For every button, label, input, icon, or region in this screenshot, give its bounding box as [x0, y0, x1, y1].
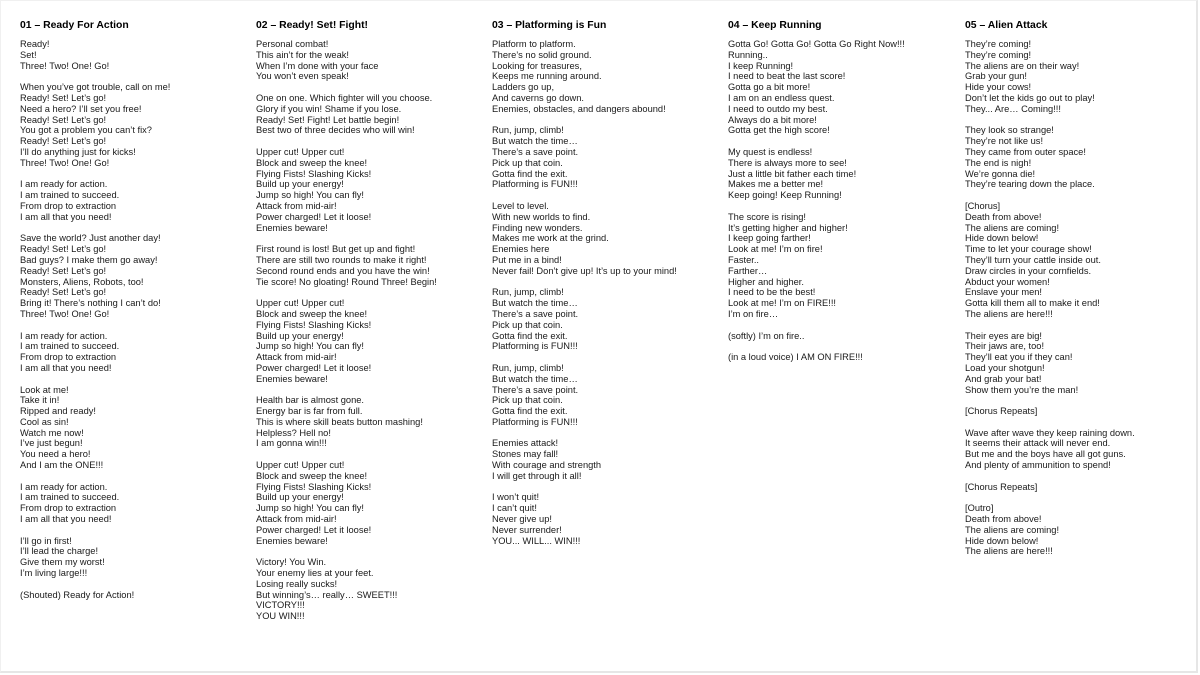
stanza: [965, 39, 1195, 115]
lyric-line: You got a problem you can’t fix?: [20, 125, 152, 136]
lyric-line: Makes me work at the grind.: [492, 233, 609, 244]
lyric-line: I am trained to succeed.: [20, 492, 120, 503]
lyric-line: (Shouted) Ready for Action!: [20, 589, 135, 600]
lyric-line: There’s a save point.: [492, 384, 579, 395]
lyric-line: Gotta find the exit.: [492, 330, 568, 341]
song-title: 05 – Alien Attack: [965, 20, 1048, 31]
lyric-line: Abduct your women!: [965, 276, 1050, 287]
lyric-line: Set!: [20, 49, 37, 60]
lyric-line: Gotta get the high score!: [728, 125, 830, 136]
lyric-line: They... Are… Coming!!!: [965, 103, 1061, 114]
stanza: [256, 244, 486, 287]
lyric-line: I’ll lead the charge!: [20, 546, 99, 557]
stanza: [256, 557, 486, 622]
lyric-line: Cool as sin!: [20, 416, 69, 427]
lyric-line: Look at me! I’m on fire!: [728, 244, 823, 255]
lyric-line: Faster..: [728, 254, 760, 265]
lyric-line: Three! Two! One! Go!: [20, 308, 110, 319]
lyric-line: The aliens are here!!!: [965, 546, 1053, 557]
lyric-line: Load your shotgun!: [965, 362, 1045, 373]
song-column-1: [20, 20, 250, 611]
lyric-line: You need a hero!: [20, 449, 91, 460]
lyric-line: Block and sweep the knee!: [256, 470, 368, 481]
lyric-line: Platforming is FUN!!!: [492, 179, 578, 190]
lyric-line: Looking for treasures,: [492, 60, 582, 71]
lyric-line: Power charged! Let it loose!: [256, 362, 372, 373]
stanza: [728, 39, 958, 136]
lyric-line: Hide down below!: [965, 535, 1039, 546]
lyric-line: They’re coming!: [965, 39, 1032, 49]
lyric-line: I am ready for action.: [20, 481, 108, 492]
lyric-line: They’re coming!: [965, 49, 1032, 60]
lyric-line: Look at me! I’m on FIRE!!!: [728, 298, 836, 309]
lyric-line: Losing really sucks!: [256, 578, 338, 589]
lyric-line: YOU... WILL... WIN!!!: [492, 535, 581, 546]
lyric-line: Ready! Set! Let’s go!: [20, 114, 107, 125]
stanza: [492, 438, 722, 481]
lyric-line: I keep Running!: [728, 60, 794, 71]
lyric-line: There are still two rounds to make it right!: [256, 254, 427, 265]
lyric-line: I need to outdo my best.: [728, 103, 828, 114]
lyric-line: But watch the time…: [492, 136, 578, 147]
lyric-line: This ain’t for the weak!: [256, 49, 350, 60]
lyric-line: Flying Fists! Slashing Kicks!: [256, 481, 372, 492]
lyric-line: The aliens are on their way!: [965, 60, 1080, 71]
lyric-line: I am all that you need!: [20, 514, 112, 525]
lyric-line: The score is rising!: [728, 211, 807, 222]
lyric-line: Stones may fall!: [492, 449, 559, 460]
lyric-line: I’ll go in first!: [20, 535, 72, 546]
lyric-line: Time to let your courage show!: [965, 244, 1092, 255]
lyric-line: Gotta find the exit.: [492, 168, 568, 179]
song-column-3: [492, 20, 722, 557]
song-column-2: [256, 20, 486, 633]
lyric-line: Personal combat!: [256, 39, 329, 49]
lyric-line: I keep going farther!: [728, 233, 811, 244]
lyric-line: Run, jump, climb!: [492, 362, 564, 373]
lyric-line: It’s getting higher and higher!: [728, 222, 848, 233]
song-title: 03 – Platforming is Fun: [492, 20, 607, 31]
lyric-line: Ready! Set! Let’s go!: [20, 136, 107, 147]
lyric-line: Put me in a bind!: [492, 254, 562, 265]
lyric-line: Need a hero? I’ll set you free!: [20, 103, 142, 114]
lyric-line: Health bar is almost gone.: [256, 395, 365, 406]
stanza: [728, 212, 958, 320]
song-column-5: [965, 20, 1195, 568]
stanza: [965, 331, 1195, 396]
lyric-line: Upper cut! Upper cut!: [256, 460, 345, 471]
lyric-line: Ready! Set! Let’s go!: [20, 265, 107, 276]
stanza: [20, 536, 250, 579]
lyric-line: Their eyes are big!: [965, 330, 1042, 341]
stanza: [492, 39, 722, 115]
lyric-line: Ready! Set! Fight! Let battle begin!: [256, 114, 400, 125]
lyric-line: Three! Two! One! Go!: [20, 157, 110, 168]
lyric-line: Platforming is FUN!!!: [492, 341, 578, 352]
lyric-line: They’re not like us!: [965, 136, 1044, 147]
lyric-line: But watch the time…: [492, 373, 578, 384]
lyric-line: The aliens are coming!: [965, 524, 1060, 535]
lyric-line: Jump so high! You can fly!: [256, 190, 365, 201]
lyric-line: Three! Two! One! Go!: [20, 60, 110, 71]
lyric-line: I’m on fire…: [728, 308, 779, 319]
stanza: [256, 460, 486, 546]
stanza: [256, 93, 486, 136]
lyric-line: The aliens are here!!!: [965, 308, 1053, 319]
lyric-line: I need to be the best!: [728, 287, 816, 298]
lyric-line: I’ll do anything just for kicks!: [20, 146, 136, 157]
lyric-line: [Chorus Repeats]: [965, 406, 1038, 417]
lyric-line: Best two of three decides who will win!: [256, 125, 415, 136]
lyric-line: This is where skill beats button mashing!: [256, 416, 423, 427]
lyric-line: Hide down below!: [965, 233, 1039, 244]
lyric-line: My quest is endless!: [728, 146, 813, 157]
lyric-line: Enemies, obstacles, and dangers abound!: [492, 103, 666, 114]
lyric-line: Your enemy lies at your feet.: [256, 568, 374, 579]
lyric-line: Farther…: [728, 265, 768, 276]
lyric-line: There’s a save point.: [492, 146, 579, 157]
lyric-line: Never surrender!: [492, 524, 562, 535]
lyric-line: Flying Fists! Slashing Kicks!: [256, 168, 372, 179]
lyric-line: Enslave your men!: [965, 287, 1042, 298]
lyric-line: First round is lost! But get up and fight!: [256, 244, 416, 255]
lyric-line: They’ll turn your cattle inside out.: [965, 254, 1101, 265]
lyric-line: Pick up that coin.: [492, 395, 563, 406]
lyric-line: Death from above!: [965, 514, 1042, 525]
lyric-line: Energy bar is far from full.: [256, 406, 363, 417]
lyric-line: The end is nigh!: [965, 157, 1032, 168]
song-title: 01 – Ready For Action: [20, 20, 129, 31]
lyric-line: Helpless? Hell no!: [256, 427, 331, 438]
lyric-line: Their jaws are, too!: [965, 341, 1045, 352]
lyric-line: [Chorus Repeats]: [965, 481, 1038, 492]
stanza: [492, 201, 722, 277]
lyric-line: Upper cut! Upper cut!: [256, 146, 345, 157]
lyric-line: But watch the time…: [492, 298, 578, 309]
lyric-line: I need to beat the last score!: [728, 71, 846, 82]
lyric-line: I am trained to succeed.: [20, 190, 120, 201]
stanza: [20, 590, 250, 601]
lyric-line: But winning’s… really… SWEET!!!: [256, 589, 398, 600]
stanza: [20, 82, 250, 168]
lyric-line: Show them you’re the man!: [965, 384, 1079, 395]
lyric-line: They came from outer space!: [965, 146, 1086, 157]
lyric-line: Higher and higher.: [728, 276, 804, 287]
lyric-line: With new worlds to find.: [492, 211, 591, 222]
lyric-line: Gotta kill them all to make it end!: [965, 298, 1100, 309]
lyric-line: Monsters, Aliens, Robots, too!: [20, 276, 144, 287]
lyric-line: I am trained to succeed.: [20, 341, 120, 352]
lyric-line: (softly) I’m on fire..: [728, 330, 805, 341]
lyric-line: Look at me!: [20, 384, 69, 395]
lyric-line: You won’t even speak!: [256, 71, 349, 82]
stanza: [728, 147, 958, 201]
lyric-line: We’re gonna die!: [965, 168, 1036, 179]
lyric-line: They’ll eat you if they can!: [965, 352, 1073, 363]
lyric-line: Keep going! Keep Running!: [728, 190, 842, 201]
lyric-line: Enemies beware!: [256, 222, 328, 233]
stanza: [20, 233, 250, 319]
lyric-line: Never fail! Don’t give up! It’s up to your mind!: [492, 265, 677, 276]
stanza: [20, 482, 250, 525]
lyric-line: Power charged! Let it loose!: [256, 211, 372, 222]
stanza: [492, 363, 722, 428]
lyric-line: Always do a bit more!: [728, 114, 817, 125]
lyric-line: Enemies beware!: [256, 535, 328, 546]
lyric-line: Jump so high! You can fly!: [256, 503, 365, 514]
lyric-line: I’ve just begun!: [20, 438, 83, 449]
lyric-line: Ready!: [20, 39, 50, 49]
lyric-line: The aliens are coming!: [965, 222, 1060, 233]
lyric-line: Take it in!: [20, 395, 60, 406]
lyric-line: [Outro]: [965, 503, 994, 514]
stanza: [20, 39, 250, 71]
lyric-line: When I’m done with your face: [256, 60, 379, 71]
lyric-line: And I am the ONE!!!: [20, 460, 104, 471]
stanza: [965, 201, 1195, 320]
song-title: 04 – Keep Running: [728, 20, 822, 31]
lyric-line: Attack from mid-air!: [256, 200, 337, 211]
lyric-line: From drop to extraction: [20, 352, 117, 363]
lyric-line: Give them my worst!: [20, 557, 105, 568]
stanza: [965, 406, 1195, 417]
lyric-line: There’s a save point.: [492, 308, 579, 319]
lyric-line: Running..: [728, 49, 768, 60]
lyric-line: Save the world? Just another day!: [20, 233, 161, 244]
stanza: [492, 287, 722, 352]
stanza: [965, 503, 1195, 557]
stanza: [492, 125, 722, 190]
stanza: [256, 39, 486, 82]
lyric-line: Jump so high! You can fly!: [256, 341, 365, 352]
lyric-line: But me and the boys have all got guns.: [965, 449, 1126, 460]
lyric-line: I won’t quit!: [492, 492, 540, 503]
lyric-line: One on one. Which fighter will you choose.: [256, 92, 433, 103]
lyric-line: They’re tearing down the place.: [965, 179, 1095, 190]
lyric-line: When you’ve got trouble, call on me!: [20, 82, 171, 93]
stanza: [965, 125, 1195, 190]
song-title: 02 – Ready! Set! Fight!: [256, 20, 369, 31]
lyric-line: Hide your cows!: [965, 82, 1032, 93]
lyric-line: Don’t let the kids go out to play!: [965, 92, 1095, 103]
lyric-line: VICTORY!!!: [256, 600, 305, 611]
lyric-line: Attack from mid-air!: [256, 514, 337, 525]
lyric-line: I’m living large!!!: [20, 568, 88, 579]
stanza: [492, 492, 722, 546]
lyric-line: I am all that you need!: [20, 362, 112, 373]
lyric-line: Attack from mid-air!: [256, 352, 337, 363]
lyric-line: Gotta find the exit.: [492, 406, 568, 417]
stanza: [728, 331, 958, 342]
lyric-line: Block and sweep the knee!: [256, 157, 368, 168]
lyric-line: Victory! You Win.: [256, 557, 327, 568]
lyric-line: I can’t quit!: [492, 503, 537, 514]
lyric-line: Pick up that coin.: [492, 157, 563, 168]
lyric-line: And plenty of ammunition to spend!: [965, 460, 1111, 471]
lyric-line: Ready! Set! Let’s go!: [20, 244, 107, 255]
lyric-line: Run, jump, climb!: [492, 287, 564, 298]
lyric-line: Platforming is FUN!!!: [492, 416, 578, 427]
lyric-line: I am on an endless quest.: [728, 92, 835, 103]
lyric-line: I am ready for action.: [20, 330, 108, 341]
lyric-line: Enemies beware!: [256, 373, 328, 384]
lyric-line: YOU WIN!!!: [256, 611, 305, 622]
stanza: [256, 395, 486, 449]
lyric-line: With courage and strength: [492, 460, 602, 471]
stanza: [256, 147, 486, 233]
lyric-line: Platform to platform.: [492, 39, 576, 49]
stanza: [20, 179, 250, 222]
lyric-line: Glory if you win! Shame if you lose.: [256, 103, 402, 114]
lyric-line: They look so strange!: [965, 125, 1054, 136]
lyric-line: Build up your energy!: [256, 179, 344, 190]
lyric-line: Block and sweep the knee!: [256, 308, 368, 319]
lyric-line: Wave after wave they keep raining down.: [965, 427, 1135, 438]
lyric-line: Finding new wonders.: [492, 222, 583, 233]
lyric-line: Makes me a better me!: [728, 179, 824, 190]
stanza: [20, 331, 250, 374]
lyric-line: Draw circles in your cornfields.: [965, 265, 1092, 276]
lyric-line: Build up your energy!: [256, 492, 344, 503]
lyric-line: Build up your energy!: [256, 330, 344, 341]
lyric-line: Enemies attack!: [492, 438, 559, 449]
lyric-line: Death from above!: [965, 211, 1042, 222]
lyric-line: Watch me now!: [20, 427, 84, 438]
lyric-line: Grab your gun!: [965, 71, 1028, 82]
stanza: [728, 352, 958, 363]
stanza: [965, 428, 1195, 471]
lyric-line: Pick up that coin.: [492, 319, 563, 330]
lyric-line: Gotta go a bit more!: [728, 82, 811, 93]
lyric-line: Level to level.: [492, 200, 549, 211]
stanza: [256, 298, 486, 384]
lyric-line: Just a little bit father each time!: [728, 168, 857, 179]
lyric-line: I am all that you need!: [20, 211, 112, 222]
lyric-line: Keeps me running around.: [492, 71, 602, 82]
lyric-line: Enemies here: [492, 244, 550, 255]
lyric-line: Flying Fists! Slashing Kicks!: [256, 319, 372, 330]
lyric-line: Ready! Set! Let’s go!: [20, 287, 107, 298]
lyric-line: I am ready for action.: [20, 179, 108, 190]
lyric-line: Never give up!: [492, 514, 552, 525]
lyric-line: There’s no solid ground.: [492, 49, 592, 60]
lyric-line: Power charged! Let it loose!: [256, 524, 372, 535]
lyric-line: Second round ends and you have the win!: [256, 265, 430, 276]
lyric-line: Tie score! No gloating! Round Three! Begin!: [256, 276, 437, 287]
lyric-line: Upper cut! Upper cut!: [256, 298, 345, 309]
stanza: [965, 482, 1195, 493]
stanza: [20, 385, 250, 471]
lyric-line: [Chorus]: [965, 200, 1001, 211]
lyric-line: Gotta Go! Gotta Go! Gotta Go Right Now!!!: [728, 39, 905, 49]
lyric-line: From drop to extraction: [20, 503, 117, 514]
lyric-line: Ripped and ready!: [20, 406, 96, 417]
lyric-line: From drop to extraction: [20, 200, 117, 211]
lyric-line: Ladders go up,: [492, 82, 555, 93]
song-column-4: [728, 20, 958, 374]
lyric-line: Run, jump, climb!: [492, 125, 564, 136]
lyric-line: Bring it! There’s nothing I can’t do!: [20, 298, 161, 309]
lyric-line: (in a loud voice) I AM ON FIRE!!!: [728, 352, 863, 363]
lyric-line: There is always more to see!: [728, 157, 847, 168]
lyric-line: And grab your bat!: [965, 373, 1042, 384]
lyric-line: Ready! Set! Let’s go!: [20, 92, 107, 103]
lyric-line: And caverns go down.: [492, 92, 584, 103]
lyric-line: I will get through it all!: [492, 470, 582, 481]
lyric-line: Bad guys? I make them go away!: [20, 254, 158, 265]
lyric-line: It seems their attack will never end.: [965, 438, 1111, 449]
lyric-line: I am gonna win!!!: [256, 438, 327, 449]
